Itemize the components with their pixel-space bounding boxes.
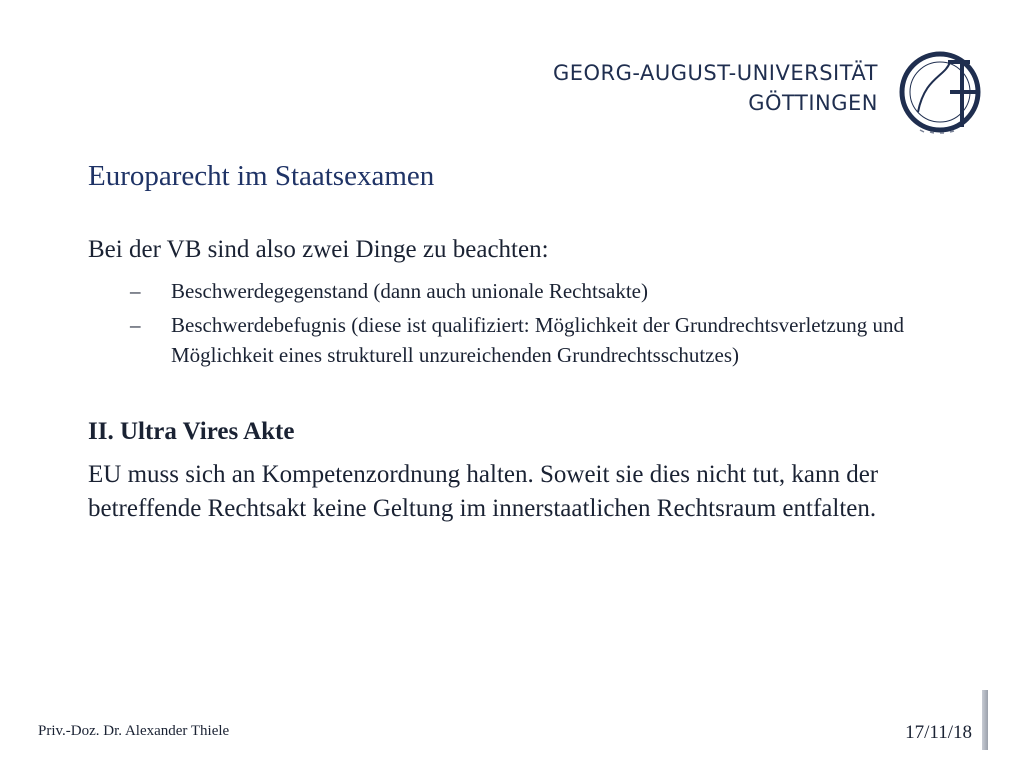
slide-title: Europarecht im Staatsexamen: [88, 160, 435, 192]
section-heading: II. Ultra Vires Akte: [88, 418, 295, 445]
footer-divider: [982, 690, 988, 750]
footer-date: 17/11/18: [905, 722, 972, 743]
university-name-line2: GÖTTINGEN: [748, 91, 878, 115]
bullet-marker: –: [130, 279, 141, 303]
lead-text: Bei der VB sind also zwei Dinge zu beachten:: [88, 236, 549, 263]
university-name-line1: GEORG-AUGUST-UNIVERSITÄT: [552, 61, 878, 85]
body-paragraph: EU muss sich an Kompetenzordnung halten. Soweit sie dies nicht tut, kann der betreffende Rechtsakt keine Geltung im innerstaatlichen Rechtsraum entfalten.: [88, 461, 879, 522]
bullet-list: [88, 276, 948, 370]
bullet-item: [88, 276, 948, 306]
university-seal-icon: [890, 42, 994, 142]
bullet-item: [88, 310, 948, 370]
bullet-text: Beschwerdebefugnis (diese ist qualifiziert: Möglichkeit der Grundrechtsverletzung und Möglichkeit eines strukturell unzureichenden Grundrechtsschutzes): [171, 313, 905, 367]
footer-author: Priv.-Doz. Dr. Alexander Thiele: [38, 723, 230, 739]
bullet-text: Beschwerdegegenstand (dann auch unionale Rechtsakte): [171, 279, 648, 303]
university-name: [553, 58, 878, 118]
slide-content: [88, 236, 948, 526]
bullet-marker: –: [130, 313, 141, 337]
